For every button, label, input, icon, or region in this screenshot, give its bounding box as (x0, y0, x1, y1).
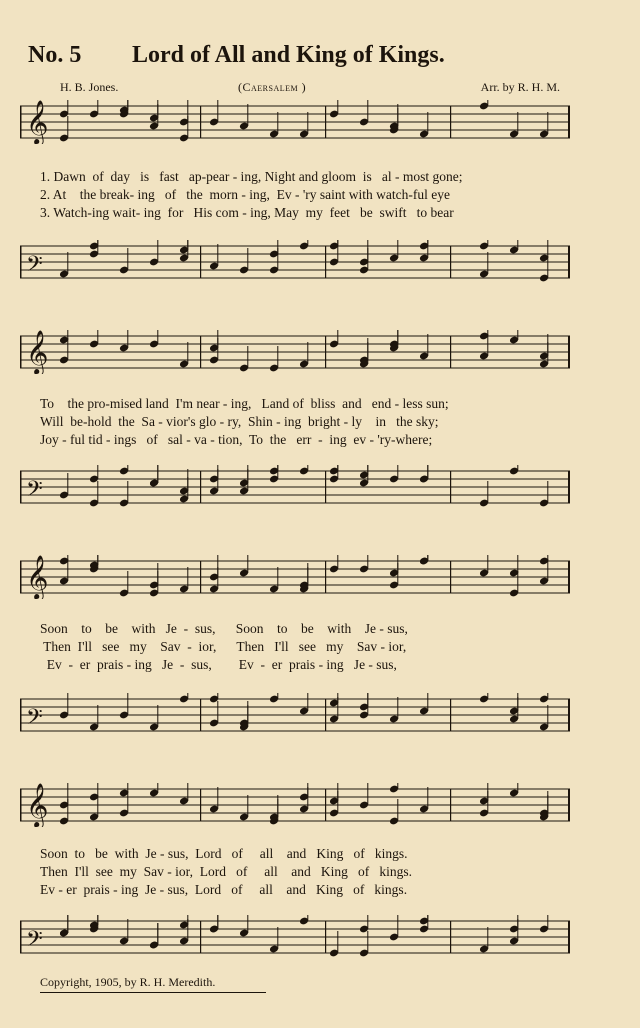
bar-line (450, 561, 451, 593)
bar-line (568, 789, 570, 821)
bar-line (20, 789, 22, 821)
lyric-line: Then I'll see my Sav - ior, Then I'll see my Sav - ior, (40, 639, 407, 654)
treble-staff (20, 555, 570, 599)
lyric-line: 1. Dawn of day is fast ap-pear - ing, Night and gloom is al - most gone; (40, 169, 463, 184)
treble-staff (20, 100, 570, 144)
bar-line (20, 246, 22, 278)
bar-line (200, 106, 201, 138)
bar-line (325, 789, 326, 821)
bar-line (568, 471, 570, 503)
lyric-line: Joy - ful tid - ings of sal - va - tion, To the err - ing ev - 'ry-where; (40, 432, 433, 447)
bar-line (450, 106, 451, 138)
hymn-number: No. 5 (28, 42, 82, 68)
bar-line (450, 789, 451, 821)
bar-line (200, 921, 201, 953)
bar-line (568, 106, 570, 138)
bar-line (450, 336, 451, 368)
arranger-credit: Arr. by R. H. M. (480, 80, 560, 94)
bass-clef-icon: 𝄢 (26, 251, 43, 282)
bar-line (325, 561, 326, 593)
treble-clef-icon: 𝄞 (26, 330, 49, 374)
bar-line (568, 921, 570, 953)
bar-line (200, 471, 201, 503)
bass-staff (20, 693, 570, 737)
treble-staff (20, 783, 570, 827)
bar-line (325, 471, 326, 503)
hymn-title: Lord of All and King of Kings. (132, 42, 445, 68)
bar-line (20, 336, 22, 368)
bar-line (20, 106, 22, 138)
bar-line (325, 336, 326, 368)
bass-clef-icon: 𝄢 (26, 704, 43, 735)
bass-clef-icon: 𝄢 (26, 476, 43, 507)
lyric-line: Soon to be with Je - sus, Lord of all and King of kings. (40, 846, 408, 861)
treble-clef-icon: 𝄞 (26, 555, 49, 599)
lyric-line: Ev - er prais - ing Je - sus, Ev - er prais - ing Je - sus, (40, 657, 397, 672)
bar-line (20, 921, 22, 953)
lyrics-block (40, 395, 560, 449)
treble-staff (20, 330, 570, 374)
bass-staff (20, 465, 570, 509)
bar-line (20, 699, 22, 731)
hymn-credits (60, 80, 560, 96)
bar-line (450, 921, 451, 953)
treble-clef-icon: 𝄞 (26, 100, 49, 144)
bar-line (568, 336, 570, 368)
bar-line (568, 561, 570, 593)
bass-staff (20, 240, 570, 284)
bar-line (200, 246, 201, 278)
bar-line (20, 471, 22, 503)
bar-line (200, 336, 201, 368)
lyric-line: Will be-hold the Sa - vior's glo - ry, Shin - ing bright - ly in the sky; (40, 414, 439, 429)
bar-line (20, 561, 22, 593)
tune-name: (Caersalem ) (238, 80, 307, 94)
bar-line (325, 106, 326, 138)
lyric-line: To the pro-mised land I'm near - ing, Land of bliss and end - less sun; (40, 396, 449, 411)
bar-line (325, 921, 326, 953)
bar-line (568, 246, 570, 278)
author-credit: H. B. Jones. (60, 80, 119, 94)
treble-clef-icon: 𝄞 (26, 783, 49, 827)
bar-line (325, 246, 326, 278)
bass-staff (20, 915, 570, 959)
bar-line (325, 699, 326, 731)
lyric-line: Soon to be with Je - sus, Soon to be with Je - sus, (40, 621, 408, 636)
bass-clef-icon: 𝄢 (26, 926, 43, 957)
bar-line (450, 471, 451, 503)
lyric-line: 3. Watch-ing wait- ing for His com - ing, May my feet be swift to bear (40, 205, 454, 220)
copyright-notice: Copyright, 1905, by R. H. Meredith. (40, 975, 216, 989)
lyrics-block (40, 620, 560, 674)
bar-line (450, 246, 451, 278)
hymn-header (28, 42, 620, 76)
lyric-line: Ev - er prais - ing Je - sus, Lord of all and King of kings. (40, 882, 408, 897)
lyric-line: 2. At the break- ing of the morn - ing, Ev - 'ry saint with watch-ful eye (40, 187, 450, 202)
lyric-line: Then I'll see my Sav - ior, Lord of all and King of kings. (40, 864, 412, 879)
lyrics-block (40, 168, 560, 222)
bar-line (450, 699, 451, 731)
bar-line (200, 699, 201, 731)
bar-line (200, 561, 201, 593)
bar-line (568, 699, 570, 731)
divider (40, 992, 266, 993)
bar-line (200, 789, 201, 821)
lyrics-block (40, 845, 560, 899)
